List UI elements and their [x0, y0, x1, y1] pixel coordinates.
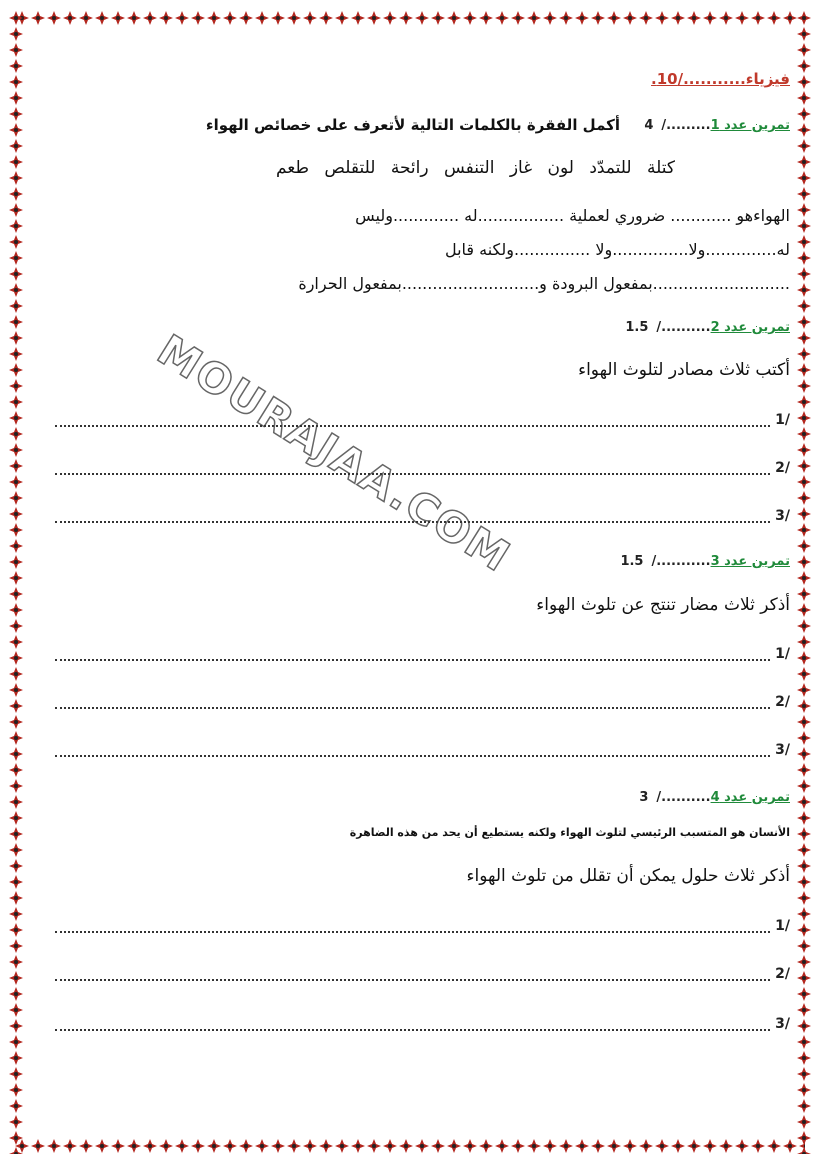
exercise-3-answer-2[interactable]: /2 — [55, 694, 790, 714]
border-right — [796, 10, 812, 1154]
exercise-1-instruction: أكمل الفقرة بالكلمات التالية لأتعرف على خصائص الهواء — [205, 116, 620, 134]
exercise-1-line-2: له..............ولا...............ولا ...............ولكنه قابل — [444, 240, 790, 259]
exercise-1-line-1: الهواءهو ............ ضروري لعملية .................له .............وليس — [355, 206, 790, 225]
exercise-4-note: الأنسان هو المتسبب الرئيسي لتلوث الهواء ولكنه يستطيع أن يحد من هذه الضاهرة — [349, 826, 790, 839]
border-left — [8, 10, 24, 1154]
border-top — [14, 10, 805, 26]
exercise-2-answer-1[interactable]: /1 — [55, 412, 790, 432]
exercise-3-question: أذكر ثلاث مضار تنتج عن تلوث الهواء — [536, 595, 790, 615]
exercise-3-answer-3[interactable]: /3 — [55, 742, 790, 762]
exercise-1-score: 4 — [644, 118, 654, 133]
exercise-4-answer-2[interactable]: /2 — [55, 966, 790, 986]
exercise-1-label: تمرين عدد 1 — [710, 118, 790, 133]
exercise-1-line-3: ...........................بمفعول البرودة و...........................بمفعول الحرارة — [298, 274, 790, 293]
worksheet — [30, 30, 790, 1130]
exercise-4-answer-1[interactable]: /1 — [55, 918, 790, 938]
exercise-3-header: تمرين عدد 3.........../1.5 — [620, 554, 790, 569]
border-bottom — [14, 1138, 805, 1154]
watermark: MOURAJAA.COM — [149, 325, 520, 582]
exercise-3-answer-1[interactable]: /1 — [55, 646, 790, 666]
exercise-2-question: أكتب ثلاث مصادر لتلوث الهواء — [578, 360, 790, 380]
exercise-2-answer-2[interactable]: /2 — [55, 460, 790, 480]
word-bank: كتلة للتمدّد لون غاز التنفس رائحة للتقلص طعم — [275, 158, 675, 178]
exercise-4-answer-3[interactable]: /3 — [55, 1016, 790, 1036]
subject-title: فيزياء.........../10. — [651, 70, 790, 88]
exercise-1-header: تمرين عدد 1........./4 — [644, 118, 790, 133]
exercise-4-header: تمرين عدد 4........../3 — [639, 790, 790, 805]
exercise-2-answer-3[interactable]: /3 — [55, 508, 790, 528]
exercise-4-question: أذكر ثلاث حلول يمكن أن تقلل من تلوث الهواء — [466, 866, 790, 886]
exercise-2-header: تمرين عدد 2........../1.5 — [625, 320, 790, 335]
